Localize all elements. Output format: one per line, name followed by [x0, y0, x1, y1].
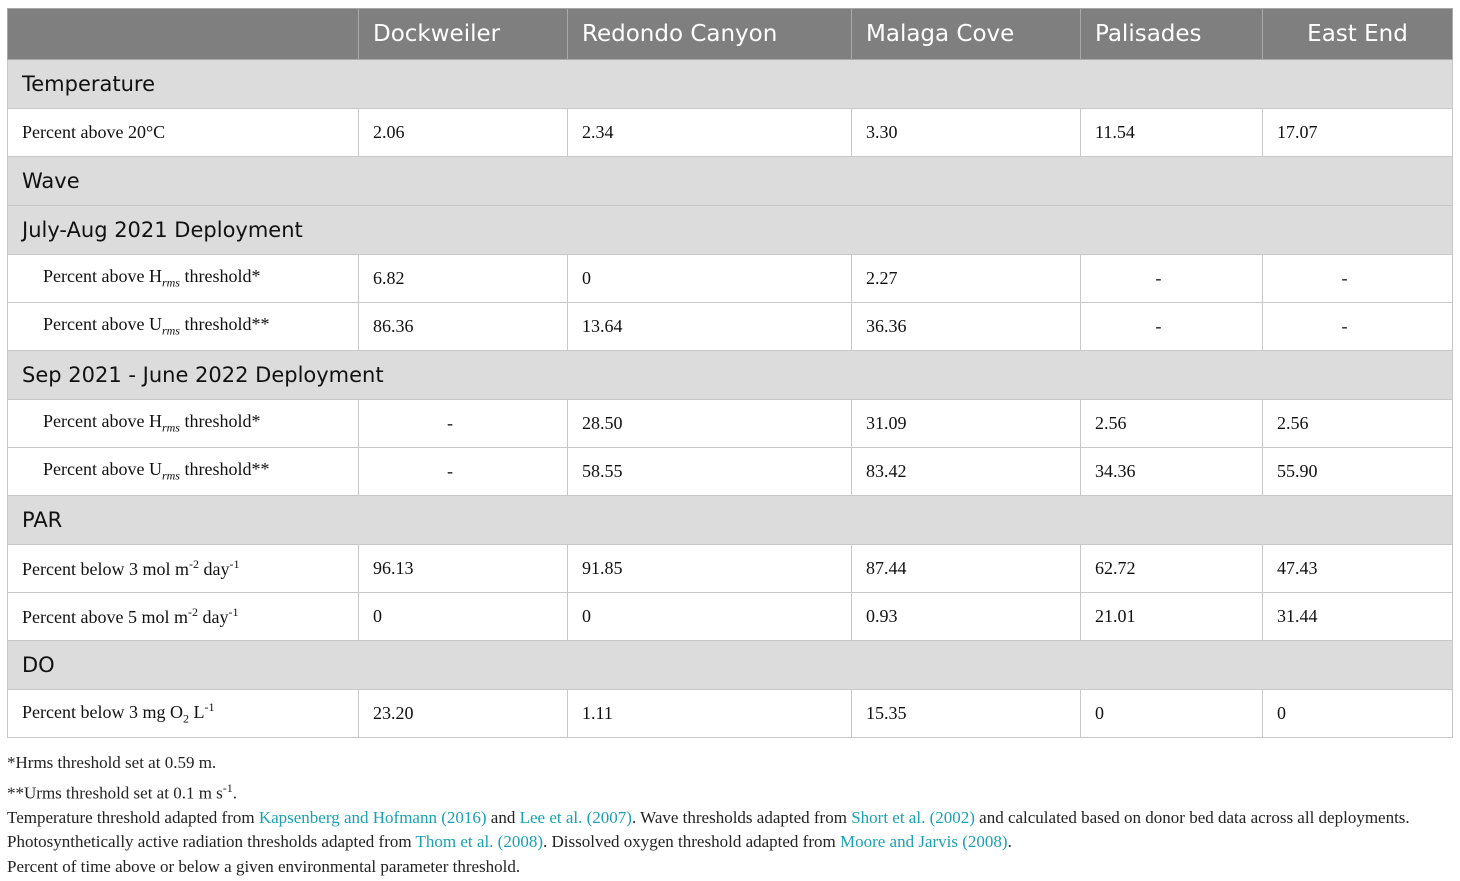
- table-cell: 86.36: [359, 303, 568, 351]
- table-cell: 2.06: [359, 109, 568, 157]
- section-label: Sep 2021 - June 2022 Deployment: [8, 351, 1453, 400]
- citation-link-short[interactable]: Short et al. (2002): [851, 807, 975, 827]
- header-blank: [8, 9, 359, 60]
- table-cell: 0.93: [852, 593, 1081, 641]
- table-cell: 2.56: [1263, 400, 1453, 448]
- table-row: [8, 303, 1453, 351]
- table-cell: 0: [1263, 690, 1453, 738]
- table-cell: -: [1263, 255, 1453, 303]
- header-dockweiler: Dockweiler: [359, 9, 568, 60]
- table-cell: 55.90: [1263, 448, 1453, 496]
- row-label: Percent above $H_{rms}$ threshold*: [8, 400, 359, 448]
- section-temperature: [8, 60, 1453, 109]
- table-cell: 47.43: [1263, 545, 1453, 593]
- table-cell: -: [359, 448, 568, 496]
- table-cell: 34.36: [1081, 448, 1263, 496]
- header-row: [8, 9, 1453, 60]
- section-label: PAR: [8, 496, 1453, 545]
- section-label: Wave: [8, 157, 1453, 206]
- citation-link-moore[interactable]: Moore and Jarvis (2008): [839, 832, 1008, 852]
- section-par: [8, 496, 1453, 545]
- footnote-sources: Temperature threshold adapted from Kapsenberg and Hofmann (2016) and Lee et al. (2007). Wave thresholds adapted from Short et al. (2002) and calculated based on donor bed data across all deployments. Photosynthetically active radiation thresholds adapted from Thom et al. (2008). Dissolved oxygen threshold adapted from Moore and Jarvis (2008).: [7, 807, 1410, 852]
- table-cell: 87.44: [852, 545, 1081, 593]
- threshold-table: [7, 8, 1453, 738]
- row-label: Percent above $H_{rms}$ threshold*: [8, 255, 359, 303]
- table-row: [8, 545, 1453, 593]
- table-cell: 21.01: [1081, 593, 1263, 641]
- table-cell: 11.54: [1081, 109, 1263, 157]
- table-cell: 0: [359, 593, 568, 641]
- table-cell: 2.27: [852, 255, 1081, 303]
- row-label: Percent below 3 mol $m^{-2}$ day$^{-1}$: [8, 545, 359, 593]
- table-row: [8, 400, 1453, 448]
- footnote-hrms: *Hrms threshold set at 0.59 m.: [7, 753, 217, 772]
- table-caption: Percent of time above or below a given environmental parameter threshold.: [7, 856, 521, 876]
- table-cell: 28.50: [568, 400, 852, 448]
- table-row: [8, 255, 1453, 303]
- header-malaga-cove: Malaga Cove: [852, 9, 1081, 60]
- table-cell: 2.34: [568, 109, 852, 157]
- table-cell: 96.13: [359, 545, 568, 593]
- row-label: Percent above $U_{rms}$ threshold**: [8, 303, 359, 351]
- section-label: July-Aug 2021 Deployment: [8, 206, 1453, 255]
- table-footnotes: [7, 751, 1457, 879]
- citation-link-kapsenberg[interactable]: Kapsenberg and Hofmann (2016): [258, 807, 487, 827]
- table-cell: 31.44: [1263, 593, 1453, 641]
- row-label: Percent above 20°C: [8, 109, 359, 157]
- table-cell: 17.07: [1263, 109, 1453, 157]
- table-cell: 58.55: [568, 448, 852, 496]
- table-cell: 3.30: [852, 109, 1081, 157]
- citation-link-thom[interactable]: Thom et al. (2008): [415, 832, 543, 852]
- table-row: [8, 109, 1453, 157]
- table-cell: 31.09: [852, 400, 1081, 448]
- table-cell: -: [359, 400, 568, 448]
- header-redondo-canyon: Redondo Canyon: [568, 9, 852, 60]
- table-cell: 13.64: [568, 303, 852, 351]
- section-july-aug-2021: [8, 206, 1453, 255]
- header-palisades: Palisades: [1081, 9, 1263, 60]
- table-cell: 0: [1081, 690, 1263, 738]
- table-cell: -: [1081, 255, 1263, 303]
- table-row: [8, 448, 1453, 496]
- table-cell: 62.72: [1081, 545, 1263, 593]
- table-cell: -: [1263, 303, 1453, 351]
- section-do: [8, 641, 1453, 690]
- table-cell: 0: [568, 255, 852, 303]
- table-cell: 6.82: [359, 255, 568, 303]
- section-sep-2021-june-2022: [8, 351, 1453, 400]
- table-cell: -: [1081, 303, 1263, 351]
- table-row: [8, 690, 1453, 738]
- table-cell: 1.11: [568, 690, 852, 738]
- section-wave: [8, 157, 1453, 206]
- citation-link-lee[interactable]: Lee et al. (2007): [519, 807, 632, 827]
- table-cell: 0: [568, 593, 852, 641]
- row-label: Percent above $U_{rms}$ threshold**: [8, 448, 359, 496]
- footnote-urms: **Urms threshold set at 0.1 m $s^{-1}$.: [7, 780, 238, 803]
- row-label: Percent above 5 mol $m^{-2}$ day$^{-1}$: [8, 593, 359, 641]
- header-east-end: East End: [1263, 9, 1453, 60]
- table-row: [8, 593, 1453, 641]
- table-cell: 15.35: [852, 690, 1081, 738]
- row-label: Percent below 3 mg $O_2$ $L^{-1}$: [8, 690, 359, 738]
- section-label: Temperature: [8, 60, 1453, 109]
- data-table-container: [7, 8, 1452, 738]
- table-cell: 2.56: [1081, 400, 1263, 448]
- table-cell: 91.85: [568, 545, 852, 593]
- table-cell: 83.42: [852, 448, 1081, 496]
- section-label: DO: [8, 641, 1453, 690]
- table-cell: 36.36: [852, 303, 1081, 351]
- table-cell: 23.20: [359, 690, 568, 738]
